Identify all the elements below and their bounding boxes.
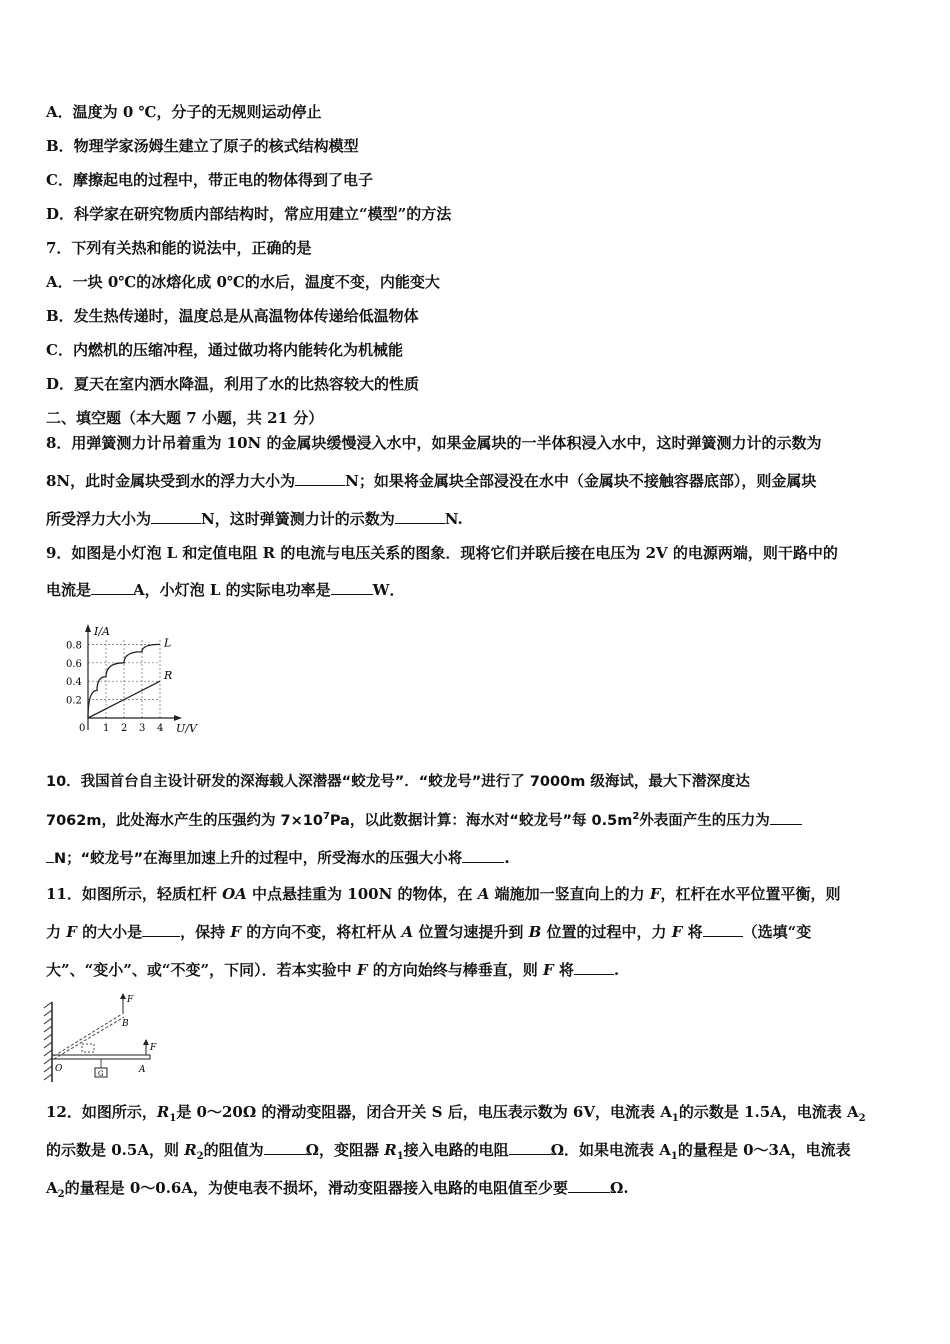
y-tick-label: 0.8	[66, 640, 82, 652]
q6-option-d: D．科学家在研究物质内部结构时，常应用建立“模型”的方法	[46, 205, 452, 223]
section-heading: 二、填空题（本大题 7 小题，共 21 分）	[46, 409, 324, 427]
label-a: A	[139, 1065, 146, 1075]
answer-blank	[91, 580, 133, 595]
label-g: G	[98, 1070, 104, 1078]
label-b: B	[122, 1019, 129, 1029]
x-axis-label: U/V	[176, 722, 197, 735]
q7-option-d: D．夏天在室内洒水降温，利用了水的比热容较大的性质	[46, 375, 420, 393]
lever-raised-position-edge	[54, 1017, 124, 1059]
answer-blank	[509, 1140, 551, 1155]
y-tick-label: 0.4	[66, 677, 82, 689]
answer-blank	[151, 509, 201, 524]
label-o: O	[55, 1064, 63, 1074]
answer-blank	[142, 922, 180, 937]
q11-line-1: 11．如图所示，轻质杠杆 OA 中点悬挂重为 100N 的物体，在 A 端施加一竖直向上的力 F，杠杆在水平位置平衡，则	[46, 885, 841, 903]
answer-blank	[395, 509, 445, 524]
wall-hatching	[44, 1002, 52, 1080]
q12-line-3: $A_2$的量程是 0～0.6A，为使电表不损坏，滑动变阻器接入电路的电阻值至少要 Ω.	[46, 1179, 629, 1200]
q12-line-1: 12．如图所示，$R_1$是 0～20Ω 的滑动变阻器，闭合开关 S 后，电压表示数为 6V，电流表 $A_1$的示数是 1.5A，电流表 $A_2$	[46, 1103, 866, 1124]
answer-blank	[770, 810, 802, 825]
iu-graph	[60, 618, 210, 738]
answer-blank	[46, 848, 54, 863]
x-axis-arrow	[174, 715, 182, 721]
y-axis-arrow	[85, 624, 91, 632]
chart-grid	[88, 640, 160, 718]
q8-line-2: 8N，此时金属块受到水的浮力大小为 N；如果将金属块全部浸没在水中（金属块不接触容器底部），则金属块	[46, 472, 817, 490]
answer-blank	[703, 922, 743, 937]
answer-blank	[462, 848, 504, 863]
q8-line-1: 8．用弹簧测力计吊着重为 10N 的金属块缓慢浸入水中，如果金属块的一半体积浸入水中，这时弹簧测力计的示数为	[46, 434, 822, 452]
y-tick-label: 0.6	[66, 658, 82, 670]
q11-line-3: 大”、“变小”、或“不变”，下同）．若本实验中 F 的方向始终与棒垂直，则 F 将 .	[46, 961, 620, 979]
force-arrowhead-a	[143, 1039, 149, 1045]
q7-option-b: B．发生热传递时，温度总是从高温物体传递给低温物体	[46, 307, 419, 325]
answer-blank	[264, 1140, 306, 1155]
answer-blank	[574, 960, 614, 975]
q7-option-a: A．一块 0℃的冰熔化成 0℃的水后，温度不变，内能变大	[46, 273, 440, 291]
q12-line-2: 的示数是 0.5A，则 $R_2$的阻值为 Ω，变阻器 $R_1$接入电路的电阻 Ω．如果电流表 $A_1$的量程是 0～3A，电流表	[46, 1141, 851, 1162]
q10-line-1: 10．我国首台自主设计研发的深海载人深潜器“蛟龙号”．“蛟龙号”进行了 7000m 级海试，最大下潜深度达	[46, 774, 750, 790]
force-arrowhead-b	[120, 993, 126, 999]
origin-label: 0	[79, 723, 86, 734]
q6-option-a: A．温度为 0 ℃，分子的无规则运动停止	[46, 103, 322, 121]
q9-line-2: 电流是 A，小灯泡 L 的实际电功率是 W．	[46, 581, 405, 599]
series-label-L: L	[164, 636, 172, 650]
answer-blank	[568, 1178, 610, 1193]
label-f-right: F	[150, 1043, 157, 1053]
q6-option-c: C．摩擦起电的过程中，带正电的物体得到了电子	[46, 171, 373, 189]
q9-line-1: 9．如图是小灯泡 L 和定值电阻 R 的电流与电压关系的图象．现将它们并联后接在电压为 2V 的电源两端，则干路中的	[46, 544, 838, 562]
weight-raised	[82, 1044, 94, 1052]
y-axis-label: I/A	[94, 625, 110, 638]
lever-raised-position	[54, 1014, 122, 1056]
x-tick-label: 4	[157, 723, 164, 734]
label-f-top: F	[127, 995, 134, 1005]
q7-stem: 7．下列有关热和能的说法中，正确的是	[46, 239, 312, 257]
answer-blank	[331, 580, 373, 595]
q7-option-c: C．内燃机的压缩冲程，通过做功将内能转化为机械能	[46, 341, 403, 359]
series-label-R: R	[164, 669, 173, 683]
x-tick-label: 1	[103, 723, 110, 734]
x-tick-label: 2	[121, 723, 128, 734]
lever-bar	[52, 1055, 150, 1059]
q11-line-2: 力 F 的大小是 ，保持 F 的方向不变，将杠杆从 A 位置匀速提升到 B 位置的过程中，力 F 将 （选填“变	[46, 923, 812, 941]
y-tick-label: 0.2	[66, 695, 82, 707]
q8-line-3: 所受浮力大小为 N，这时弹簧测力计的示数为 N.	[46, 510, 463, 528]
answer-blank	[295, 471, 345, 486]
q6-option-b: B．物理学家汤姆生建立了原子的核式结构模型	[46, 137, 359, 155]
x-tick-label: 3	[139, 723, 146, 734]
q10-line-2: 7062m，此处海水产生的压强约为 $7\times 10^7Pa$，以此数据计算：海水对“蛟龙号”每 $0.5m^2$外表面产生的压力为	[46, 810, 802, 831]
lever-diagram	[40, 992, 170, 1088]
q10-line-3: N；“蛟龙号”在海里加速上升的过程中，所受海水的压强大小将 .	[46, 848, 510, 869]
